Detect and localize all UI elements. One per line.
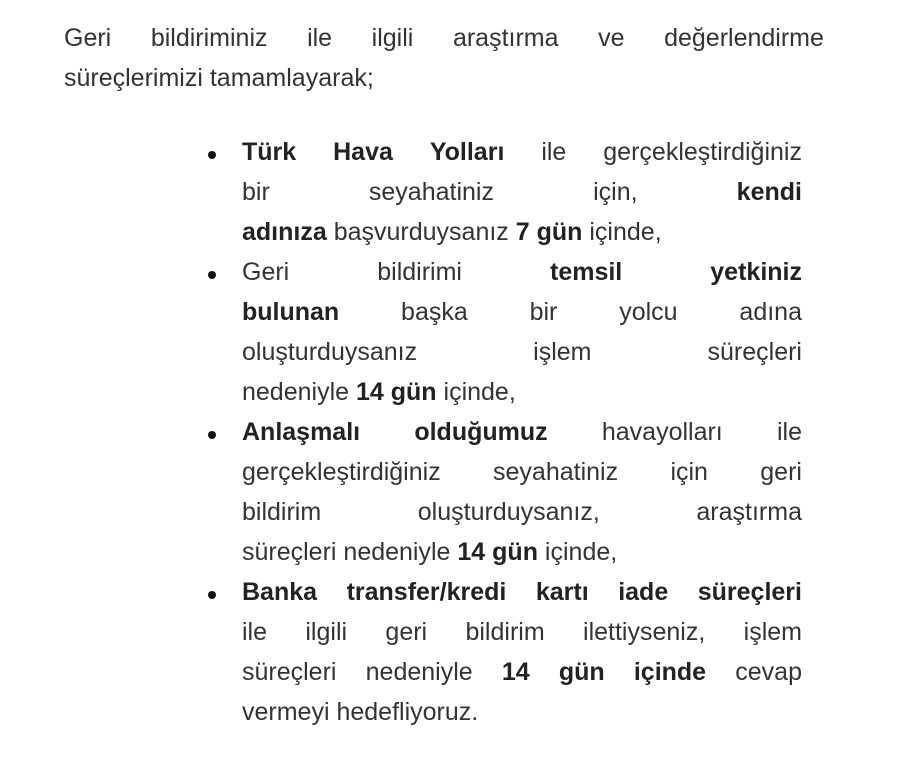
text-segment: Türk [242,138,297,166]
text-segment: oluşturduysanız, [417,498,600,526]
intro-word: değerlendirme [664,24,824,52]
list-item-line [242,692,478,732]
text-segment: ilettiyseniz, [583,618,706,646]
text-segment: işlem [743,618,802,646]
list-item-line [242,652,802,692]
text-segment: Geri [242,258,290,286]
text-segment: bildirimi [377,258,462,286]
text-segment: transfer/kredi [346,578,507,606]
list-item-line [242,612,802,652]
text-segment: bildirim [242,498,322,526]
text-segment: olduğumuz [414,418,548,446]
list-item-line [242,492,802,532]
text-segment: Anlaşmalı [242,418,361,446]
list-item-line [242,412,802,452]
text-segment: işlem [533,338,592,366]
text-segment: oluşturduysanız [242,338,418,366]
intro-word: bildiriminiz [150,24,268,52]
list-item-line [242,212,662,252]
text-segment: nedeniyle 14 gün içinde, [242,378,516,406]
intro-paragraph [64,18,824,98]
text-segment: geri [760,458,802,486]
text-segment: yetkiniz [710,258,802,286]
text-segment: içinde [633,658,707,686]
text-segment: süreçleri [242,658,337,686]
text-segment: araştırma [696,498,802,526]
text-segment: kartı [535,578,589,606]
list-item-line [242,132,802,172]
text-segment: Yolları [429,138,505,166]
text-segment: gerçekleştirdiğiniz [242,458,441,486]
list-item-line [242,452,802,492]
text-segment: ilgili [305,618,348,646]
text-segment: süreçleri [697,578,802,606]
intro-word: ve [598,24,625,52]
list-item-line [242,332,802,372]
bullet-dot-icon [208,591,216,599]
text-segment: adınıza başvurduysanız 7 gün içinde, [242,218,662,246]
text-segment: bir [242,178,270,206]
text-segment: iade [618,578,669,606]
text-segment: yolcu [619,298,678,326]
text-segment: nedeniyle [365,658,473,686]
text-segment: seyahatiniz [368,178,494,206]
list-item-line [242,172,802,212]
text-segment: bir [529,298,558,326]
text-segment: geri [385,618,428,646]
text-segment: bildirim [465,618,545,646]
text-segment: gerçekleştirdiğiniz [603,138,802,166]
text-segment: vermeyi hedefliyoruz. [242,698,479,726]
text-segment: başka [401,298,468,326]
text-segment: Banka [242,578,318,606]
text-segment: süreçleri [707,338,802,366]
list-item-line [242,252,802,292]
intro-line-2: süreçlerimizi tamamlayarak; [64,64,374,92]
text-segment: havayolları [601,418,723,446]
list-item-line [242,532,617,572]
text-segment: gün [558,658,605,686]
bullet-dot-icon [208,151,216,159]
text-segment: bulunan [242,298,340,326]
bullet-dot-icon [208,431,216,439]
text-segment: süreçleri nedeniyle 14 gün içinde, [242,538,618,566]
text-segment: cevap [735,658,802,686]
intro-word: ilgili [371,24,414,52]
list-item-line [242,292,802,332]
list-item-line [242,372,516,412]
text-segment: kendi [736,178,802,206]
text-segment: 14 [501,658,530,686]
intro-line-1 [64,18,824,58]
text-segment: ile [541,138,567,166]
text-segment: ile [776,418,802,446]
intro-word: Geri [64,24,112,52]
text-segment: ile [242,618,268,646]
text-segment: için, [593,178,638,206]
intro-word: araştırma [452,24,559,52]
text-segment: Hava [333,138,393,166]
intro-word: ile [307,24,333,52]
text-segment: adına [739,298,802,326]
text-segment: temsil [550,258,623,286]
list-item-line [242,572,802,612]
bullet-dot-icon [208,271,216,279]
text-segment: için [670,458,708,486]
text-segment: seyahatiniz [493,458,619,486]
